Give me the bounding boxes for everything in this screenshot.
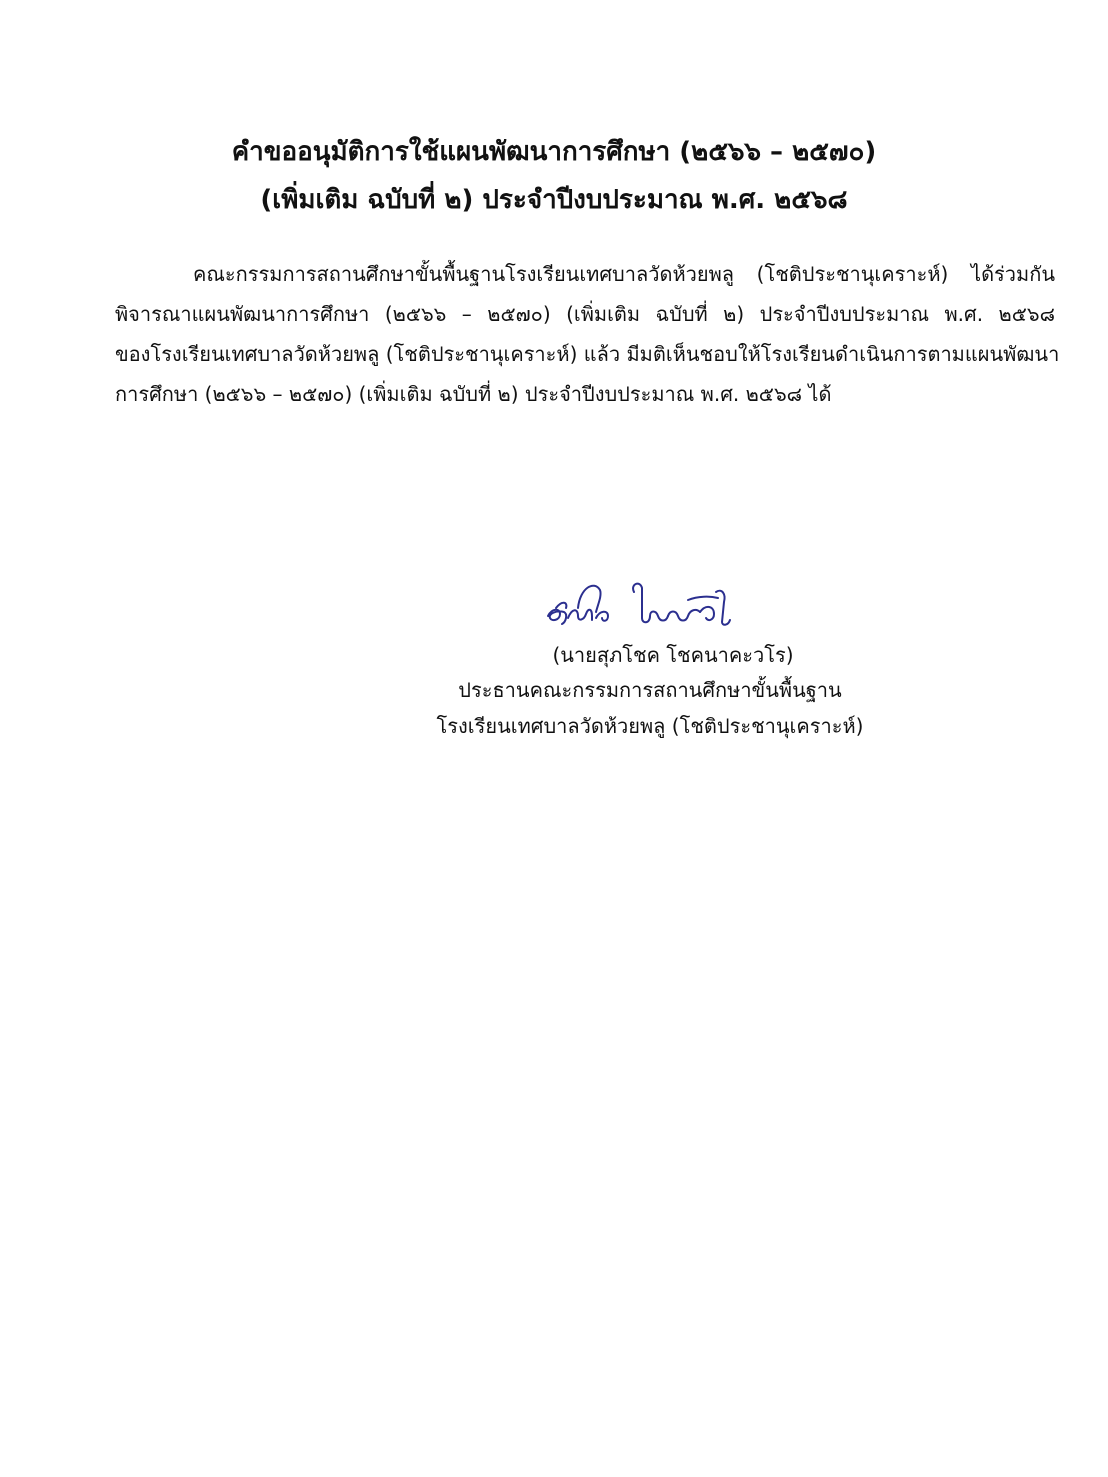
- body-paragraph: [115, 254, 1060, 414]
- signatory-name: (นายสุภโชค โชคนาคะวโร): [552, 643, 794, 667]
- body-line-4: การศึกษา (๒๕๖๖ – ๒๕๗๐) (เพิ่มเติม ฉบับที่ ๒) ประจำปีงบประมาณ พ.ศ. ๒๕๖๘ ได้: [115, 382, 832, 406]
- body-line-3: ของโรงเรียนเทศบาลวัดห้วยพลู (โชติประชานุเคราะห์) แล้ว มีมติเห็นชอบให้โรงเรียนดำเนินการตามแผนพัฒนา: [115, 342, 1060, 366]
- body-line-2: พิจารณาแผนพัฒนาการศึกษา (๒๕๖๖ – ๒๕๗๐) (เพิ่มเติม ฉบับที่ ๒) ประจำปีงบประมาณ พ.ศ. ๒๕๖๘: [115, 302, 1055, 326]
- title-line-2: (เพิ่มเติม ฉบับที่ ๒) ประจำปีงบประมาณ พ.ศ. ๒๕๖๘: [260, 185, 848, 215]
- signatory-position: ประธานคณะกรรมการสถานศึกษาขั้นพื้นฐาน: [458, 678, 842, 702]
- signature-block: [400, 578, 900, 768]
- document-title: [0, 128, 1108, 224]
- title-line-1: คำขออนุมัติการใช้แผนพัฒนาการศึกษา (๒๕๖๖ – ๒๕๗๐): [231, 137, 877, 167]
- signatory-organization: โรงเรียนเทศบาลวัดห้วยพลู (โชติประชานุเคราะห์): [436, 714, 864, 738]
- body-line-1: คณะกรรมการสถานศึกษาขั้นพื้นฐานโรงเรียนเทศบาลวัดห้วยพลู (โชติประชานุเคราะห์) ได้ร่วมกัน: [193, 262, 1055, 286]
- handwritten-signature: [538, 578, 738, 638]
